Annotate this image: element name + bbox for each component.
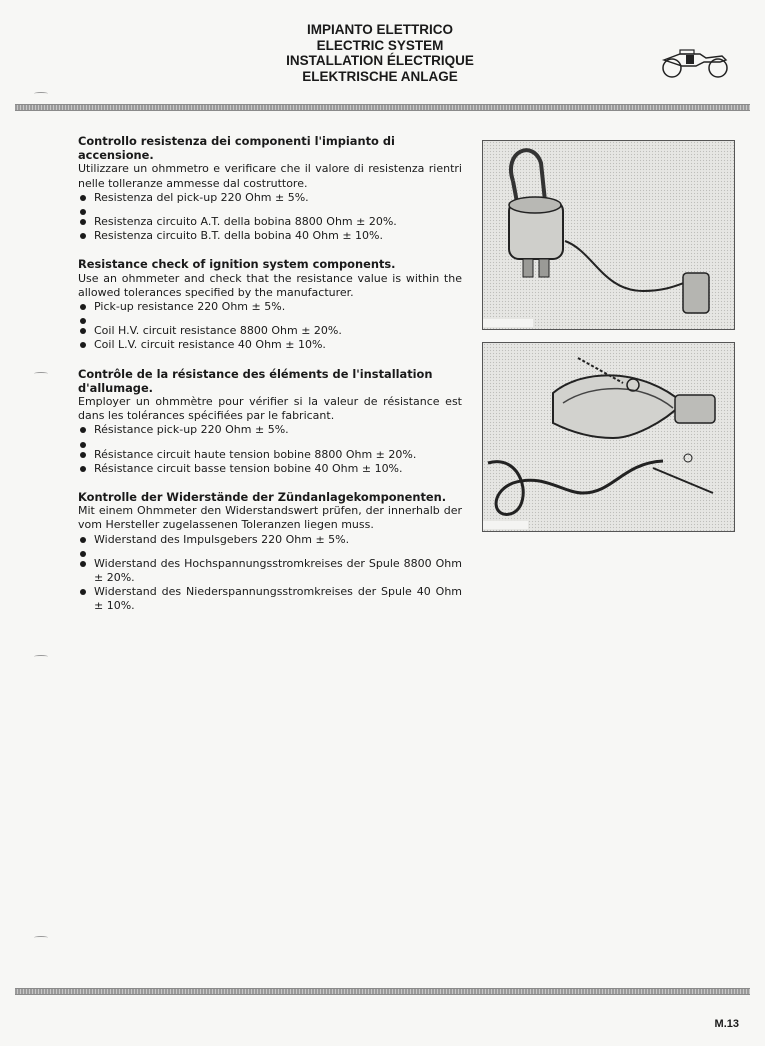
section-intro: Use an ohmmeter and check that the resistance value is within the allowed tolerances specified by the manufacturer.	[78, 271, 462, 299]
section-intro: Mit einem Ohmmeter den Widerstandswert prüfen, der innerhalb der vom Hersteller zugelassenen Toleranzen liegen muss.	[78, 504, 462, 532]
list-item: Résistance circuit haute tension bobine 8800 Ohm ± 20%.	[78, 448, 462, 462]
list-item: Coil H.V. circuit resistance 8800 Ohm ± 20%.	[78, 324, 462, 338]
pickup-assembly-photo	[482, 342, 735, 532]
scan-mark	[34, 936, 48, 939]
list-item: Resistenza del pick-up 220 Ohm ± 5%.	[78, 191, 462, 205]
header-line-de: ELEKTRISCHE ANLAGE	[302, 68, 458, 84]
scan-mark	[34, 372, 48, 375]
top-rule	[15, 104, 750, 111]
list-item: Pick-up resistance 220 Ohm ± 5%.	[78, 300, 462, 314]
bottom-rule	[15, 988, 750, 995]
section-title: Resistance check of ignition system components.	[78, 257, 396, 272]
list-item: Coil L.V. circuit resistance 40 Ohm ± 10%.	[78, 338, 462, 352]
list-spacer	[78, 438, 462, 448]
spec-list	[78, 300, 462, 353]
list-item: Résistance pick-up 220 Ohm ± 5%.	[78, 423, 462, 437]
list-item: Resistenza circuito B.T. della bobina 40 Ohm ± 10%.	[78, 229, 462, 243]
header-line-it: IMPIANTO ELETTRICO	[306, 22, 453, 37]
scan-mark	[34, 92, 48, 95]
section-german	[78, 490, 462, 614]
section-title: Contrôle de la résistance des éléments de l'installation d'allumage.	[78, 366, 433, 395]
section-intro: Employer un ohmmètre pour vérifier si la valeur de résistance est dans les tolérances spécifiées par le fabricant.	[78, 395, 462, 423]
section-english	[78, 257, 462, 352]
list-spacer	[78, 547, 462, 557]
scan-mark	[34, 655, 48, 658]
list-item: Widerstand des Impulsgebers 220 Ohm ± 5%.	[78, 533, 462, 547]
section-title: Kontrolle der Widerstände der Zündanlagekomponenten.	[78, 490, 447, 505]
list-item: Widerstand des Niederspannungsstromkreises der Spule 40 Ohm ± 10%.	[78, 585, 462, 613]
text-column	[78, 134, 462, 614]
section-title: Controllo resistenza dei componenti l'impianto di accensione.	[78, 134, 395, 163]
header-line-en: ELECTRIC SYSTEM	[316, 37, 444, 53]
page-header	[230, 22, 530, 84]
list-item: Résistance circuit basse tension bobine 40 Ohm ± 10%.	[78, 462, 462, 476]
list-spacer	[78, 205, 462, 215]
motorcycle-icon	[660, 48, 730, 80]
ignition-coil-photo	[482, 140, 735, 330]
list-spacer	[78, 314, 462, 324]
spec-list	[78, 533, 462, 614]
list-item: Widerstand des Hochspannungsstromkreises der Spule 8800 Ohm ± 20%.	[78, 557, 462, 585]
list-item: Resistenza circuito A.T. della bobina 8800 Ohm ± 20%.	[78, 215, 462, 229]
spec-list	[78, 191, 462, 244]
header-line-fr: INSTALLATION ÉLECTRIQUE	[286, 53, 474, 68]
section-french	[78, 367, 462, 476]
spec-list	[78, 423, 462, 476]
page-number: M.13	[714, 1018, 739, 1030]
section-italian	[78, 134, 462, 243]
section-intro: Utilizzare un ohmmetro e verificare che il valore di resistenza rientri nelle tolleranze ammesse dal costruttore.	[78, 162, 462, 190]
